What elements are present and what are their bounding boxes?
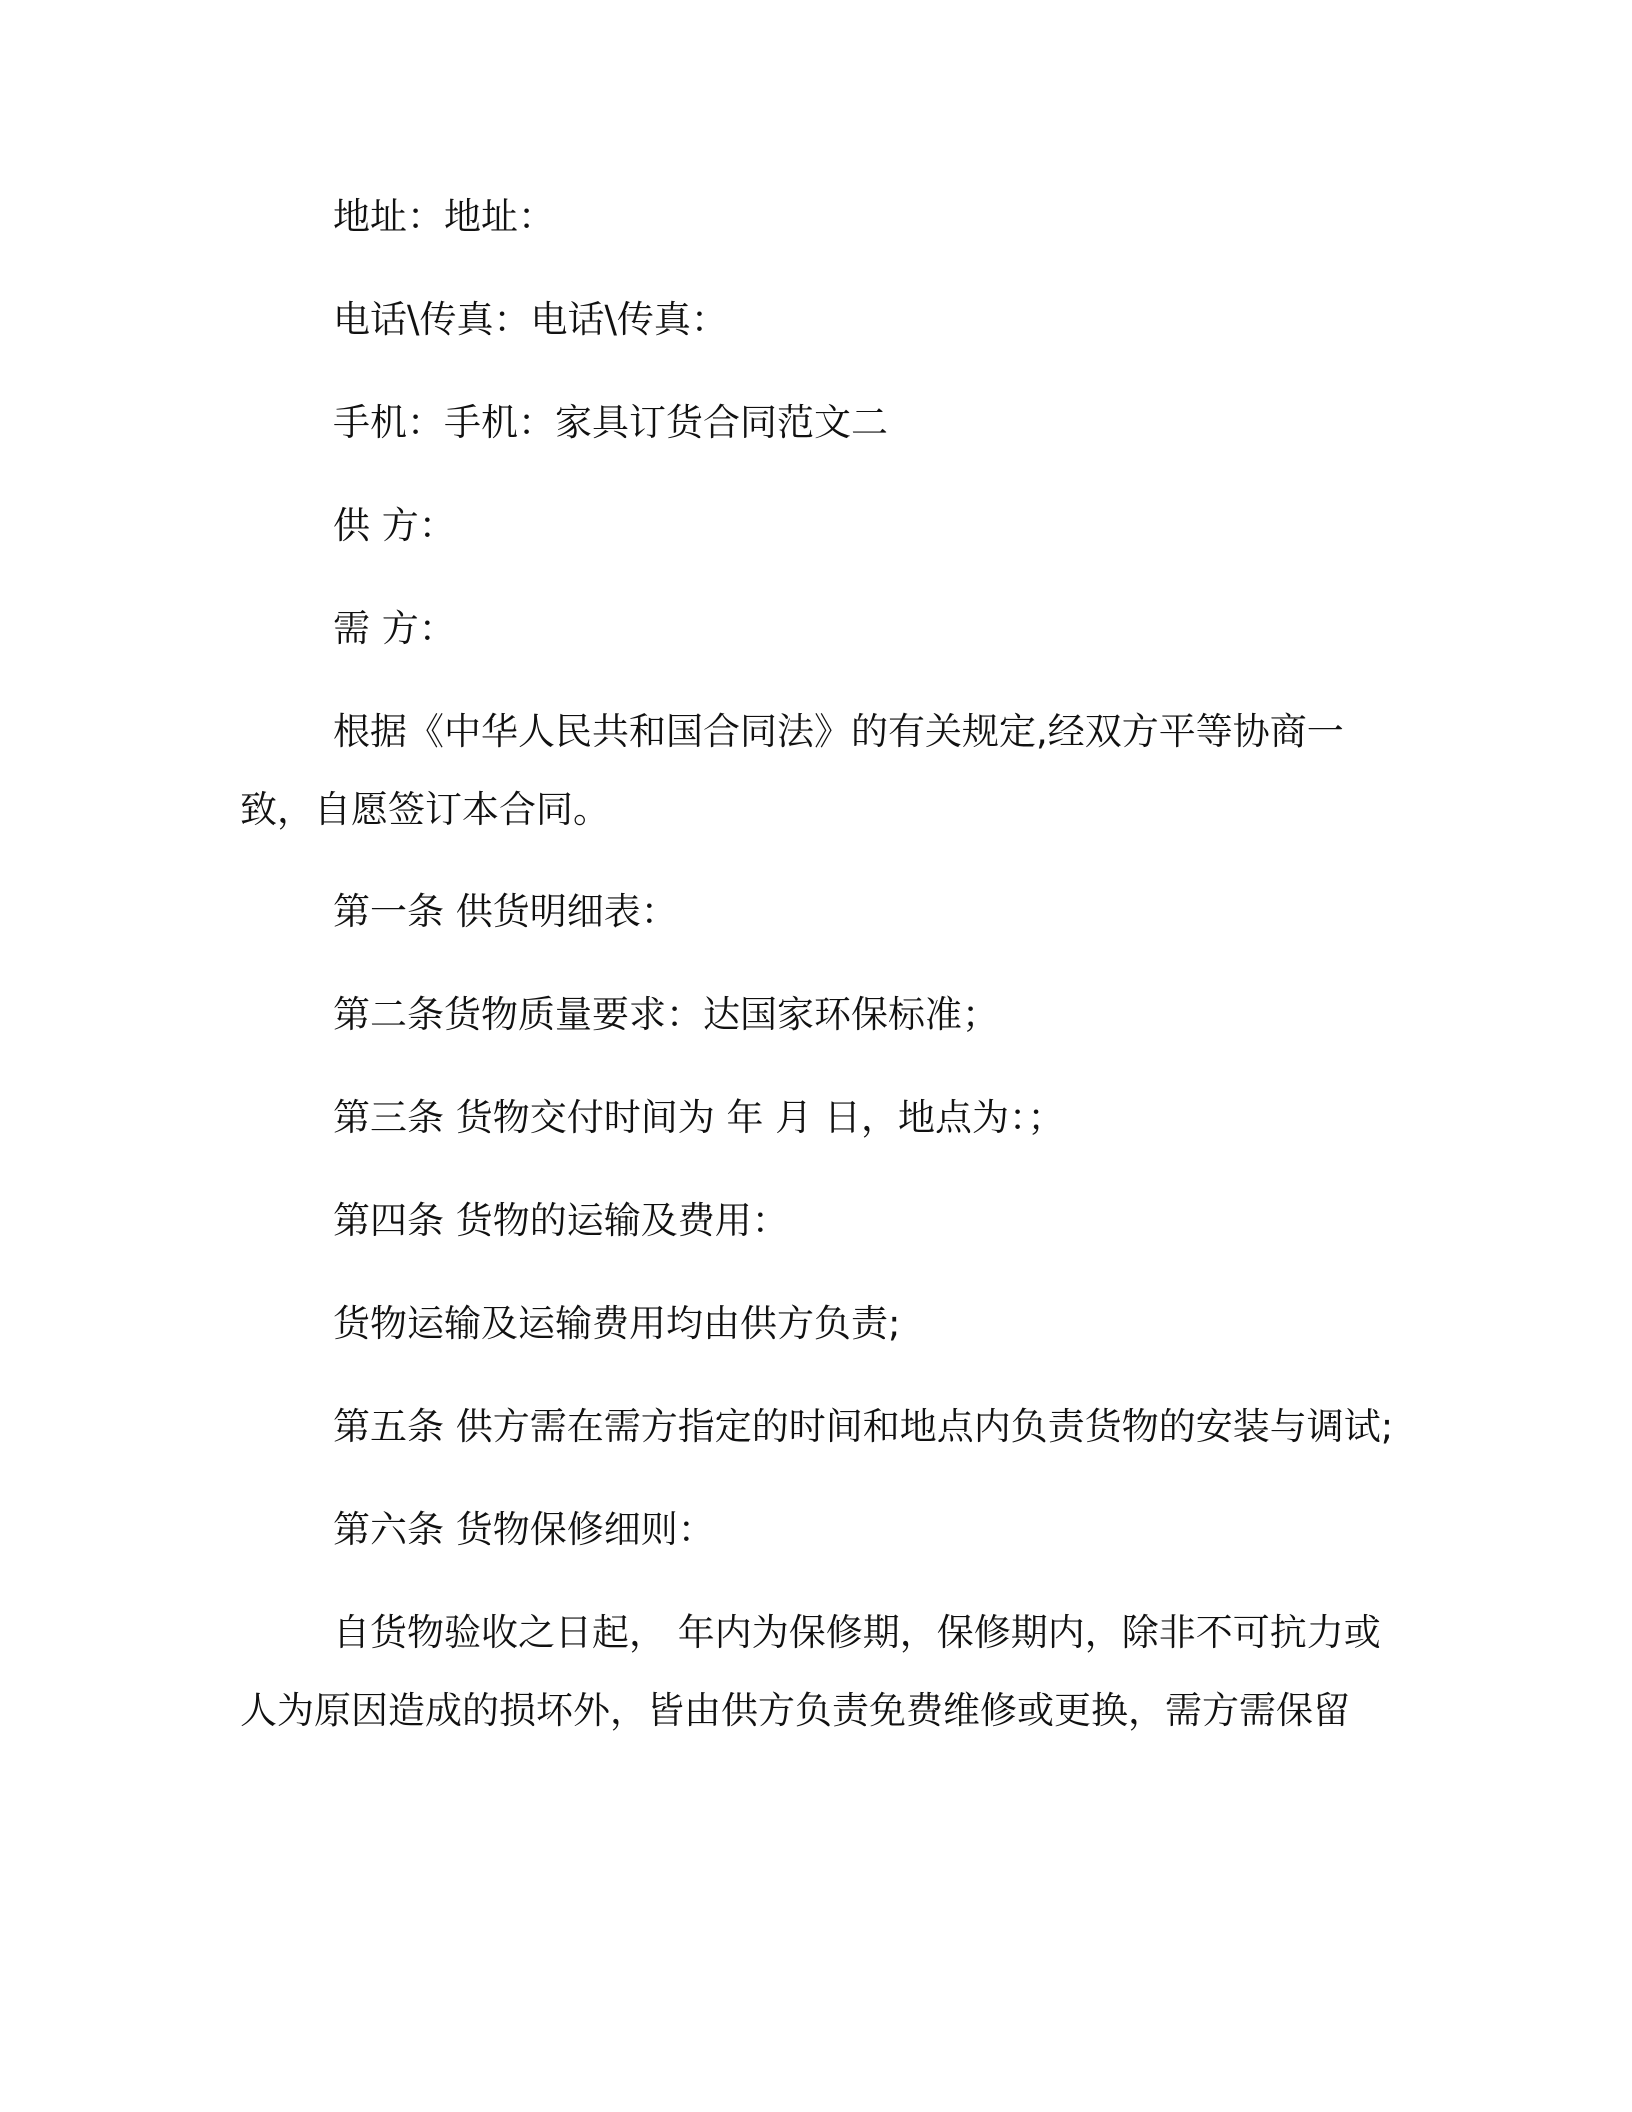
article-4-detail: 货物运输及运输费用均由供方负责; bbox=[333, 1302, 901, 1345]
article-5: 第五条 供方需在需方指定的时间和地点内负责货物的安装与调试; bbox=[333, 1405, 1394, 1448]
article-6: 第六条 货物保修细则： bbox=[333, 1508, 715, 1551]
article-2: 第二条货物质量要求：达国家环保标准； bbox=[333, 993, 999, 1036]
mobile-title-line: 手机：手机：家具订货合同范文二 bbox=[333, 401, 888, 444]
intro-paragraph-line-2: 致，自愿签订本合同。 bbox=[240, 788, 610, 831]
warranty-paragraph-line-1: 自货物验收之日起， 年内为保修期，保修期内，除非不可抗力或 bbox=[333, 1611, 1381, 1654]
intro-paragraph-line-1: 根据《中华人民共和国合同法》的有关规定,经双方平等协商一 bbox=[333, 710, 1344, 753]
article-3: 第三条 货物交付时间为 年 月 日，地点为：； bbox=[333, 1096, 1065, 1139]
article-1: 第一条 供货明细表： bbox=[333, 890, 678, 933]
phone-fax-line: 电话\传真：电话\传真： bbox=[333, 298, 728, 341]
article-4: 第四条 货物的运输及费用： bbox=[333, 1199, 789, 1242]
buyer-line: 需 方： bbox=[333, 607, 456, 650]
warranty-paragraph-line-2: 人为原因造成的损坏外，皆由供方负责免费维修或更换，需方需保留 bbox=[240, 1689, 1350, 1732]
address-line: 地址：地址： bbox=[333, 195, 555, 238]
supplier-line: 供 方： bbox=[333, 504, 456, 547]
